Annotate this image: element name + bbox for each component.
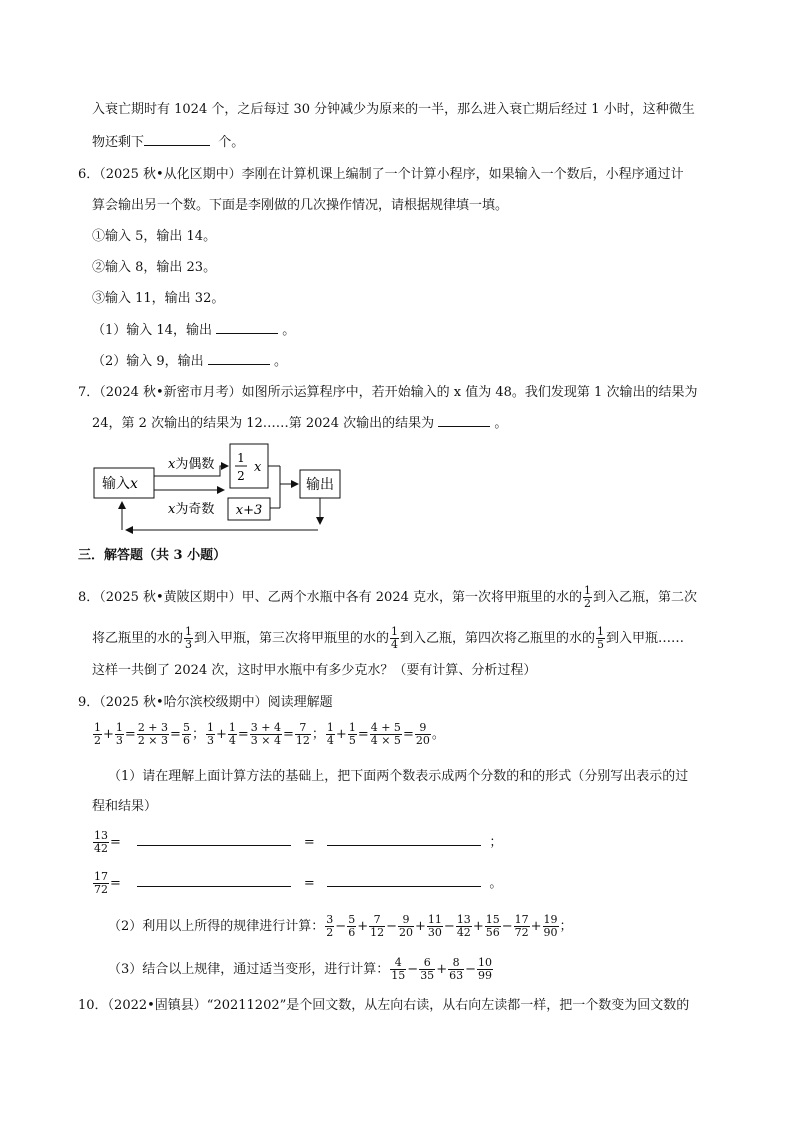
fraction: $\frac{1}{4}$: [391, 625, 399, 651]
fraction: $\frac{1}{3}$: [185, 625, 193, 651]
odd-label: 为奇数: [175, 502, 215, 517]
half-var: x: [254, 460, 262, 475]
q8-text-6: 到入甲瓶……: [606, 631, 685, 646]
fraction: $\frac{1}{2}$: [584, 584, 592, 610]
q6-sub2-end: 。: [273, 354, 287, 369]
q8-line2: [92, 626, 684, 651]
q9-sub3: （3）结合以上规律，通过适当变形，进行计算： $\frac{4}{15}$ − $\frac{6}{35}$ + $\frac{8}{63}$ − $\frac{10}{99}$: [108, 956, 492, 982]
q7-end: 。: [494, 416, 508, 431]
input-label: 输入: [102, 476, 130, 492]
q9-sub1-line1: （1）请在理解上面计算方法的基础上，把下面两个数表示成两个分数的和的形式（分别写出表示的过: [108, 769, 689, 784]
q6-sub1-end: 。: [282, 323, 296, 338]
q9-line1: 9．（2025 秋•哈尔滨校级期中）阅读理解题: [78, 695, 333, 710]
q9-fill-row-1: $\frac{13}{42}$ = = ；: [94, 829, 503, 855]
q8-line3: 这样一共倒了 2024 次，这时甲水瓶中有多少克水？（要有计算、分析过程）: [92, 663, 537, 678]
q6-sub1-blank[interactable]: [216, 321, 278, 334]
q10-line1: 10．（2022•固镇县）“20211202”是个回文数，从左向右读，从右向左读都一样，把一个数变为回文数的: [78, 998, 690, 1013]
q5-line1: 入衰亡期时有 1024 个，之后每过 30 分钟减少为原来的一半，那么进入衰亡期后经过 1 小时，这种微生: [92, 102, 695, 117]
q9-sub2: （2）利用以上所得的规律进行计算： $\frac{3}{2}$ − $\frac{5}{6}$ + $\frac{7}{12}$ − $\frac{9}{20}$ + $\frac{11}{30}$ − $\frac{13}{42}$ + $\frac{15}{56}$ − $\frac{17}{72}$ + $\frac{19}{90}$ ；: [108, 913, 573, 939]
q8-text-5: 到入乙瓶，第四次将乙瓶里的水的: [400, 631, 596, 646]
q8-text-2: 到入乙瓶，第二次: [593, 590, 698, 605]
half-den: 2: [237, 469, 245, 483]
q9-blank-3[interactable]: [137, 874, 291, 887]
q7-answer-blank[interactable]: [438, 414, 490, 427]
section-heading: 三．解答题（共 3 小题）: [78, 548, 227, 563]
fraction: $\frac{1}{5}$: [597, 625, 605, 651]
q7-line1: 7．（2024 秋•新密市月考）如图所示运算程序中，若开始输入的 x 值为 48。我们发现第 1 次输出的结果为: [78, 385, 698, 400]
q6-sub2: [92, 352, 287, 371]
q6-line2: 算会输出另一个数。下面是李刚做的几次操作情况，请根据规律填一填。: [92, 198, 509, 213]
q9-fill-row-2: $\frac{17}{72}$ = = 。: [94, 870, 503, 896]
svg-text:x为偶数: [168, 456, 214, 472]
q6-sub2-blank[interactable]: [208, 352, 270, 365]
q5-answer-blank[interactable]: [144, 133, 210, 146]
input-var: x: [130, 476, 138, 492]
q9-examples: $\frac{1}{2}$ + $\frac{1}{3}$ = $\frac{2 + 3}{2 \times 3}$ = $\frac{5}{6}$ ； $\frac{1}{3}$ + $\frac{1}{4}$ = $\frac{3 + 4}{3 \times 4}$ = $\frac{7}{12}$ ； $\frac{1}{4}$ + $\frac{1}{5}$ = $\frac{4 + 5}{4 \times 5}$ = $\frac{9}{20}$ 。: [94, 721, 445, 747]
q6-item-2: ②输入 8，输出 23。: [92, 260, 217, 275]
q9-blank-2[interactable]: [327, 833, 481, 846]
svg-text:输入x: [102, 476, 138, 492]
q8-line1: [78, 585, 697, 610]
q5-line2: [92, 133, 244, 152]
q6-item-3: ③输入 11，输出 32。: [92, 291, 225, 306]
odd-var: x: [168, 502, 176, 517]
svg-text:x为奇数: [168, 501, 214, 517]
q6-sub1: [92, 321, 295, 340]
q7-flow-diagram: [90, 440, 350, 536]
q6-line1: 6．（2025 秋•从化区期中）李刚在计算机课上编制了一个计算小程序，如果输入一个数后，小程序通过计: [78, 167, 684, 182]
plus3-label: x+3: [235, 503, 263, 518]
even-label: 为偶数: [175, 457, 215, 472]
q6-sub1-text: （1）输入 14，输出: [92, 323, 212, 338]
even-var: x: [168, 457, 176, 472]
q5-unit: 个。: [218, 135, 245, 150]
q9-sub1-line2: 程和结果）: [92, 799, 158, 814]
half-num: 1: [237, 451, 245, 465]
q6-item-1: ①输入 5，输出 14。: [92, 229, 217, 244]
q9-blank-4[interactable]: [327, 874, 481, 887]
q8-text-1: 8．（2025 秋•黄陂区期中）甲、乙两个水瓶中各有 2024 克水，第一次将甲瓶里的水的: [78, 590, 583, 605]
output-label: 输出: [306, 477, 334, 493]
q8-text-4: 到入甲瓶，第三次将甲瓶里的水的: [194, 631, 390, 646]
q7-text: 24，第 2 次输出的结果为 12……第 2024 次输出的结果为: [92, 416, 435, 431]
q6-sub2-text: （2）输入 9，输出: [92, 354, 204, 369]
q5-text: 物还剩下: [92, 135, 145, 150]
q8-text-3: 将乙瓶里的水的: [92, 631, 184, 646]
q7-line2: [92, 414, 507, 433]
q9-blank-1[interactable]: [137, 833, 291, 846]
